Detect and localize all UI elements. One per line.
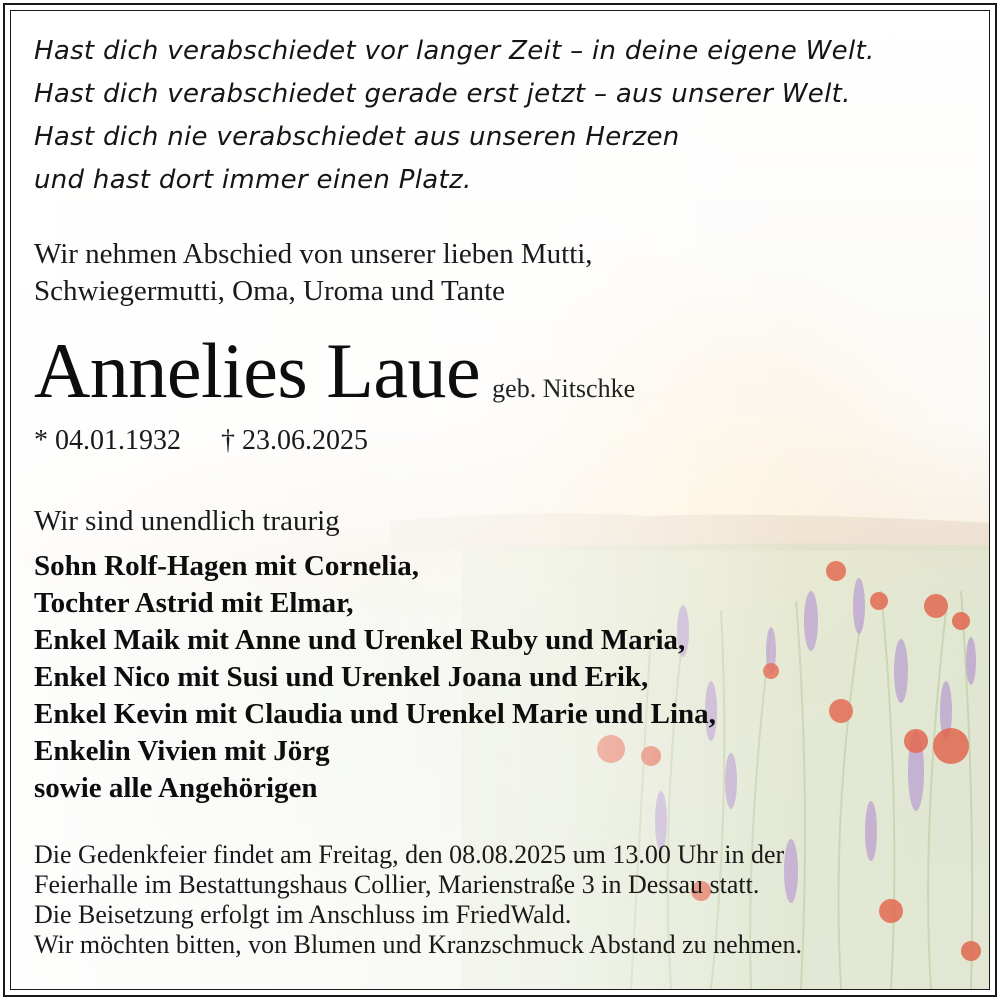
service-line: Die Gedenkfeier findet am Freitag, den 08.08.2025 um 13.00 Uhr in der: [34, 840, 785, 869]
service-line: Die Beisetzung erfolgt im Anschluss im FriedWald.: [34, 900, 572, 929]
mourning-statement: Wir sind unendlich traurig: [34, 505, 340, 537]
poem-line: Hast dich verabschiedet vor langer Zeit – in deine eigene Welt.: [34, 36, 875, 66]
service-line: Wir möchten bitten, von Blumen und Kranzschmuck Abstand zu nehmen.: [34, 930, 802, 959]
mourner-line: Enkel Maik mit Anne und Urenkel Ruby und Maria,: [34, 624, 686, 656]
mourner-line: sowie alle Angehörigen: [34, 772, 318, 804]
poem-line: und hast dort immer einen Platz.: [34, 165, 472, 195]
death-date: † 23.06.2025: [221, 425, 368, 456]
intro-line: Schwiegermutti, Oma, Uroma und Tante: [34, 275, 505, 307]
mourner-line: Sohn Rolf-Hagen mit Cornelia,: [34, 550, 420, 582]
birth-name: geb. Nitschke: [492, 374, 636, 403]
handwritten-poem: [34, 30, 974, 202]
mourner-line: Enkel Kevin mit Claudia und Urenkel Marie und Lina,: [34, 698, 716, 730]
deceased-name-row: [34, 326, 635, 416]
intro-line: Wir nehmen Abschied von unserer lieben Mutti,: [34, 238, 593, 270]
service-information: [34, 840, 802, 960]
deceased-name: Annelies Laue: [34, 327, 481, 414]
farewell-intro: [34, 236, 593, 310]
poem-line: Hast dich verabschiedet gerade erst jetzt – aus unserer Welt.: [34, 79, 851, 109]
birth-date: * 04.01.1932: [34, 425, 181, 456]
service-line: Feierhalle im Bestattungshaus Collier, Marienstraße 3 in Dessau statt.: [34, 870, 760, 899]
mourner-line: Enkelin Vivien mit Jörg: [34, 735, 330, 767]
life-dates: [34, 424, 368, 458]
mourner-line: Enkel Nico mit Susi und Urenkel Joana und Erik,: [34, 661, 649, 693]
poem-line: Hast dich nie verabschiedet aus unseren Herzen: [34, 122, 680, 152]
mourners-list: [34, 548, 716, 807]
mourner-line: Tochter Astrid mit Elmar,: [34, 587, 354, 619]
